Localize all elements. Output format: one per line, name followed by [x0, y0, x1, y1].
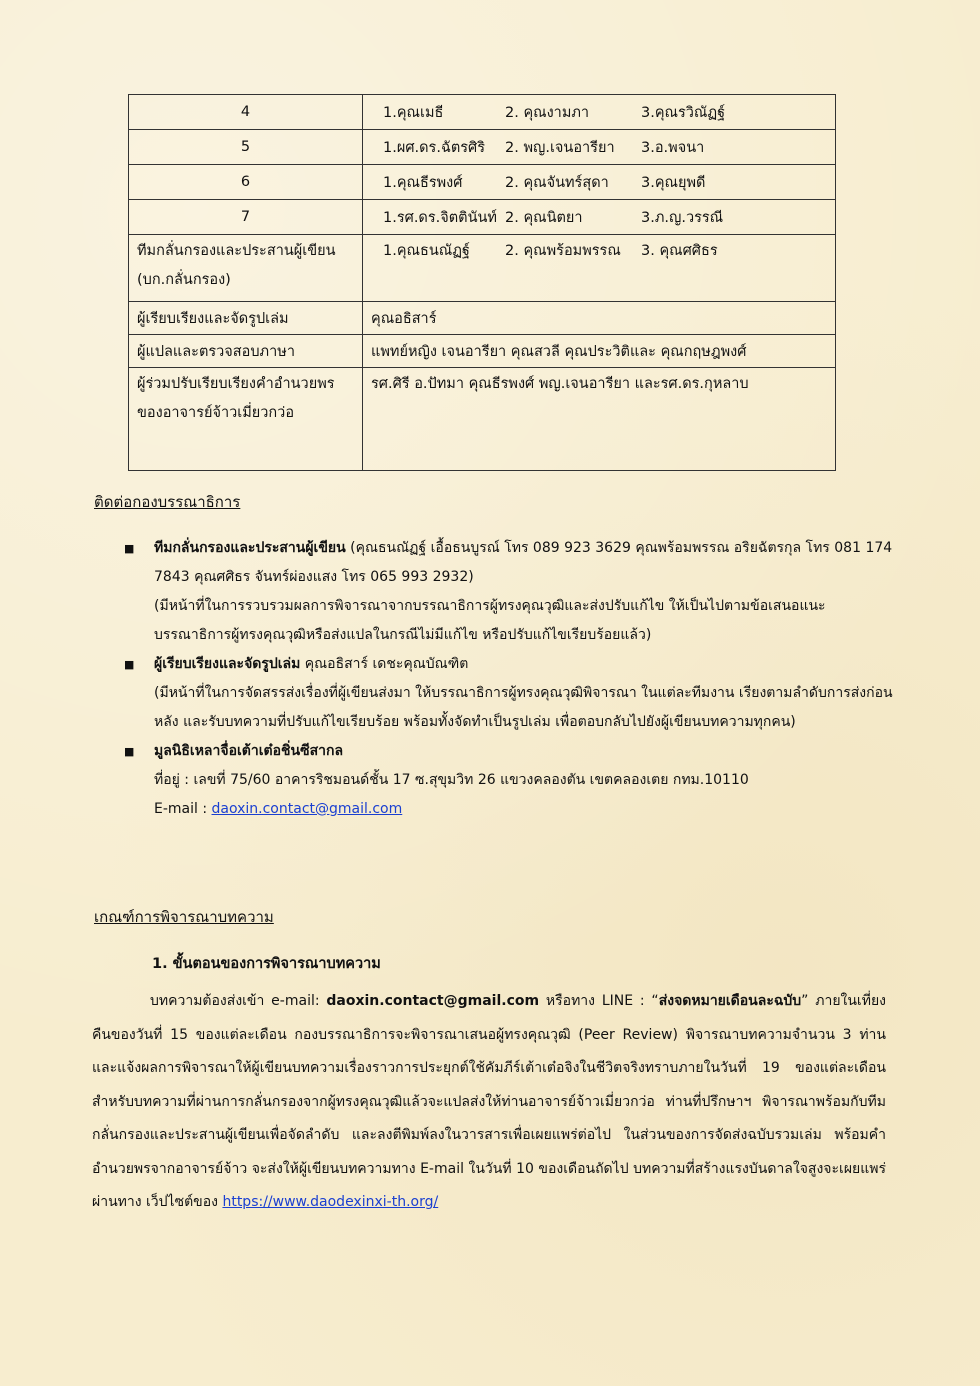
member-name: 2. คุณจันทร์สุดา	[505, 174, 609, 191]
table-row	[129, 165, 836, 200]
table-row	[129, 368, 836, 471]
email-link[interactable]: daoxin.contact@gmail.com	[211, 801, 403, 817]
para-text: หรือทาง LINE : “	[539, 993, 659, 1009]
para-text: ” ภายในเที่ยงคืนของวันที่ 15 ของแต่ละเดือน กองบรรณาธิการจะพิจารณาเสนอผู้ทรงคุณวุฒิ (Peer Review) พิจารณาบทความจำนวน 3 ท่าน และแจ้งผลการพิจารณาให้ผู้เขียนบทความเรื่องราวการประยุกต์ใช้คัมภีร์เต้าเต๋อจิงในชีวิตจริงทราบภายในวันที่ 19 ของแต่ละเดือน สำหรับบทความที่ผ่านการกลั่นกรองจากผู้ทรงคุณวุฒิแล้วจะแปลส่งให้ท่านอาจารย์จ้าวเมี่ยวกว่อ ท่านที่ปรึกษาฯ พิจารณาพร้อมกับทีมกลั่นกรองและประสานผู้เขียนเพื่อจัดลำดับ และลงตีพิมพ์ลงในวารสารเพื่อเผยแพร่ต่อไป ในส่วนของการจัดส่งฉบับรวมเล่ม พร้อมคำอำนวยพรจากอาจารย์จ้าว จะส่งให้ผู้เขียนบทความทาง E-mail ในวันที่ 10 ของเดือนถัดไป บทความที่สร้างแรงบันดาลใจสูงจะเผยแพร่ผ่านทาง เว็ปไซต์ของ	[92, 993, 886, 1210]
coeditor-label: ผู้ร่วมปรับเรียบเรียงคำอำนวยพรของอาจารย์จ้าวเมี่ยวกว่อ	[129, 368, 363, 471]
criteria-section-title: เกณฑ์การพิจารณาบทความ	[94, 908, 274, 926]
email-label: E-mail :	[154, 801, 212, 817]
para-text: บทความต้องส่งเข้า e-mail:	[150, 993, 327, 1009]
screening-team-members	[363, 235, 836, 302]
member-name: 3.คุณรวิณัฏฐ์	[641, 104, 726, 121]
team-number: 5	[129, 130, 363, 165]
criteria-paragraph	[92, 985, 886, 1220]
member-name: 3.คุณยุพดี	[641, 174, 706, 191]
coeditor-value: รศ.ศิรี อ.ปัทมา คุณธีรพงศ์ พญ.เจนอารียา และรศ.ดร.กุหลาบ	[363, 368, 836, 471]
list-item	[124, 650, 894, 737]
team-members	[363, 165, 836, 200]
contact-section-title: ติดต่อกองบรรณาธิการ	[94, 493, 241, 511]
screening-team-contacts: (คุณธนณัฏฐ์ เอื้อธนบูรณ์ โทร 089 923 3629 คุณพร้อมพรรณ อริยฉัตรกุล โทร 081 174 7843 คุณศศิธร จันทร์ผ่องแสง โทร 065 993 2932)	[154, 540, 893, 585]
member-name: 2. พญ.เจนอารียา	[505, 139, 615, 156]
website-link[interactable]: https://www.daodexinxi-th.org/	[222, 1194, 439, 1210]
bullet-icon: ■	[124, 745, 135, 758]
member-name: 3.ภ.ญ.วรรณี	[641, 209, 724, 226]
compiler-name: คุณอธิสาร์ เดชะคุณบัณฑิต	[300, 656, 469, 672]
compiler-value: คุณอธิสาร์	[363, 302, 836, 335]
foundation-email-row	[154, 795, 894, 824]
member-name: 1.คุณเมธี	[383, 104, 444, 121]
screening-team-duty: (มีหน้าที่ในการรวบรวมผลการพิจารณาจากบรรณาธิการผู้ทรงคุณวุฒิและส่งปรับแก้ไข ให้เป็นไปตามข้อเสนอแนะบรรณาธิการผู้ทรงคุณวุฒิหรือส่งแปลในกรณีไม่มีแก้ไข หรือปรับแก้ไขเรียบร้อยแล้ว)	[154, 598, 826, 643]
table-row	[129, 95, 836, 130]
team-members	[363, 95, 836, 130]
member-name: 3.อ.พจนา	[641, 139, 705, 156]
para-email: daoxin.contact@gmail.com	[326, 993, 540, 1009]
team-members	[363, 200, 836, 235]
translator-label: ผู้แปลและตรวจสอบภาษา	[129, 335, 363, 368]
translator-value: แพทย์หญิง เจนอารียา คุณสวลี คุณประวิติและ คุณกฤษฎพงศ์	[363, 335, 836, 368]
member-name: 2. คุณนิตยา	[505, 209, 583, 226]
contact-list	[124, 534, 894, 824]
team-members	[363, 130, 836, 165]
team-number: 4	[129, 95, 363, 130]
compiler-duty: (มีหน้าที่ในการจัดสรรส่งเรื่องที่ผู้เขียนส่งมา ให้บรรณาธิการผู้ทรงคุณวุฒิพิจารณา ในแต่ละทีมงาน เรียงตามลำดับการส่งก่อนหลัง และรับบทความที่ปรับแก้ไขเรียบร้อย พร้อมทั้งจัดทำเป็นรูปเล่ม เพื่อตอบกลับไปยังผู้เขียนบทความทุกคน)	[154, 685, 893, 730]
compiler-label: ผู้เรียบเรียงและจัดรูปเล่ม	[129, 302, 363, 335]
member-name: 1.ผศ.ดร.ฉัตรศิริ	[383, 139, 486, 156]
foundation-name: มูลนิธิเหลาจื่อเต้าเต๋อชิ่นซีสากล	[154, 743, 344, 759]
member-name: 1.คุณธีรพงศ์	[383, 174, 463, 191]
step-heading: 1. ขั้นตอนของการพิจารณาบทความ	[152, 956, 381, 972]
para-line-id: ส่งจดหมายเดือนละฉบับ	[658, 993, 802, 1009]
table-row	[129, 235, 836, 302]
table-row	[129, 335, 836, 368]
member-name: 1.รศ.ดร.จิตตินันท์	[383, 209, 497, 226]
table-row	[129, 302, 836, 335]
list-item	[124, 737, 894, 824]
member-name: 1.คุณธนณัฏฐ์	[383, 243, 470, 259]
table-row	[129, 200, 836, 235]
committee-table	[128, 94, 836, 471]
team-number: 7	[129, 200, 363, 235]
member-name: 2. คุณงามภา	[505, 104, 590, 121]
table-row	[129, 130, 836, 165]
list-item	[124, 534, 894, 650]
team-number: 6	[129, 165, 363, 200]
screening-team-heading: ทีมกลั่นกรองและประสานผู้เขียน	[154, 540, 346, 556]
bullet-icon: ■	[124, 658, 135, 671]
foundation-address: ที่อยู่ : เลขที่ 75/60 อาคารริชมอนด์ชั้น 17 ซ.สุขุมวิท 26 แขวงคลองตัน เขตคลองเตย กทม.10110	[154, 772, 749, 788]
screening-team-label: ทีมกลั่นกรองและประสานผู้เขียน (บก.กลั่นกรอง)	[129, 235, 363, 302]
member-name: 2. คุณพร้อมพรรณ	[505, 243, 621, 259]
compiler-heading: ผู้เรียบเรียงและจัดรูปเล่ม	[154, 656, 301, 672]
bullet-icon: ■	[124, 542, 135, 555]
member-name: 3. คุณศศิธร	[641, 243, 718, 259]
